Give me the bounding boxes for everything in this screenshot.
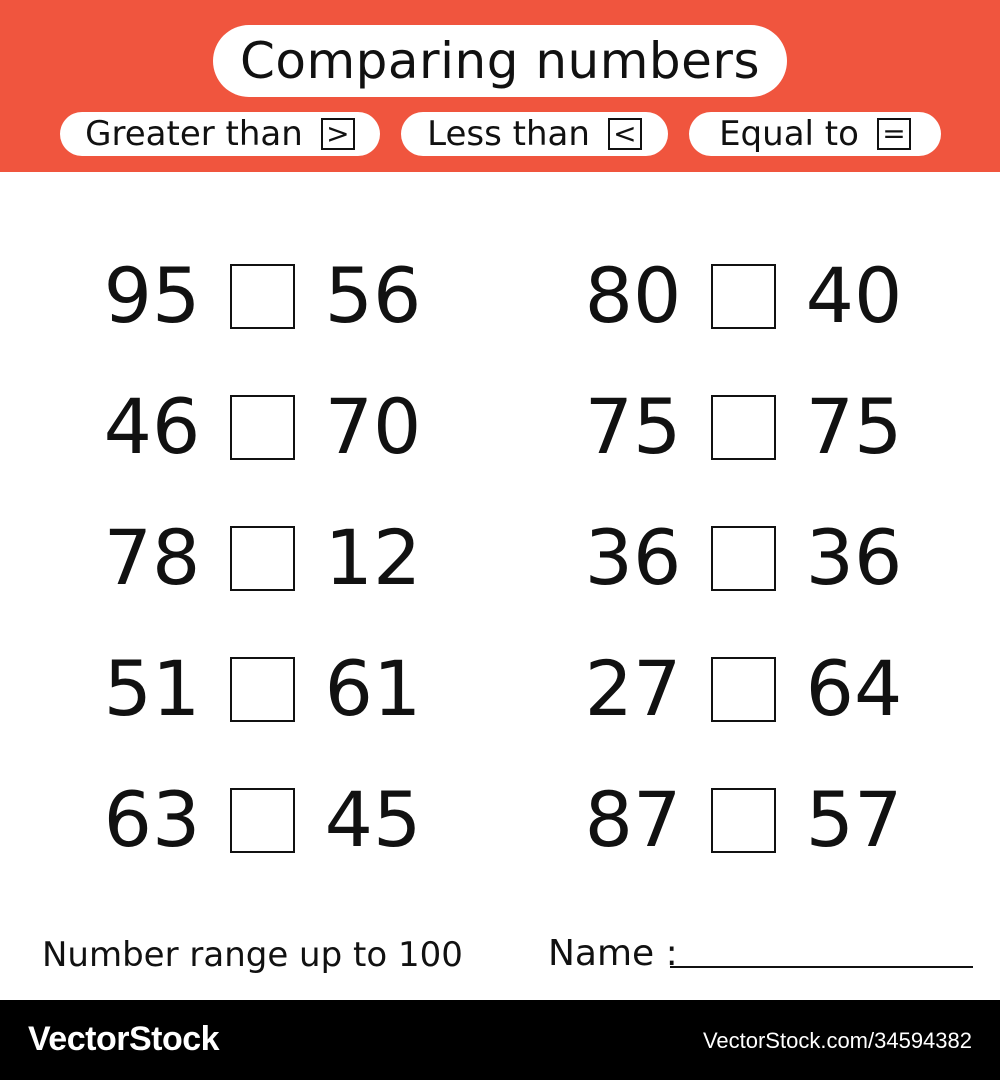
answer-box[interactable]	[230, 657, 295, 722]
problem-row	[97, 382, 428, 471]
problem-row	[578, 382, 909, 471]
right-number: 12	[324, 513, 422, 602]
header-banner	[0, 0, 1000, 172]
page-title	[213, 25, 787, 97]
right-number: 70	[324, 382, 422, 471]
legend-label: Less than	[427, 114, 590, 154]
less-than-symbol: <	[608, 118, 642, 150]
right-number: 40	[805, 251, 903, 340]
left-number: 63	[103, 775, 201, 864]
problem-row	[97, 644, 428, 733]
answer-box[interactable]	[711, 657, 776, 722]
right-number: 36	[805, 513, 903, 602]
right-number: 57	[805, 775, 903, 864]
right-number: 61	[324, 644, 422, 733]
problem-row	[578, 513, 909, 602]
problem-row	[578, 775, 909, 864]
right-number: 64	[805, 644, 903, 733]
image-id-text: VectorStock.com/34594382	[702, 1028, 972, 1053]
page-title-text: Comparing numbers	[239, 32, 761, 90]
right-number: 45	[324, 775, 422, 864]
answer-box[interactable]	[711, 395, 776, 460]
left-number: 95	[103, 251, 201, 340]
answer-box[interactable]	[230, 526, 295, 591]
legend-label: Greater than	[85, 114, 303, 154]
problem-row	[97, 251, 428, 340]
answer-box[interactable]	[711, 788, 776, 853]
answer-box[interactable]	[230, 264, 295, 329]
answer-box[interactable]	[711, 264, 776, 329]
left-number: 36	[584, 513, 682, 602]
legend-greater-than	[60, 112, 380, 156]
problem-row	[578, 644, 909, 733]
legend-equal-to	[689, 112, 941, 156]
vectorstock-logo: VectorStock	[28, 1020, 220, 1058]
greater-than-symbol: >	[321, 118, 355, 150]
answer-box[interactable]	[711, 526, 776, 591]
left-number: 46	[103, 382, 201, 471]
name-write-line[interactable]	[670, 966, 973, 968]
left-number: 75	[584, 382, 682, 471]
left-number: 78	[103, 513, 201, 602]
legend-less-than	[401, 112, 668, 156]
left-number: 27	[584, 644, 682, 733]
right-number: 56	[324, 251, 422, 340]
number-range-text: Number range up to 100	[42, 935, 463, 975]
problem-row	[578, 251, 909, 340]
watermark-bar	[0, 1000, 1000, 1080]
answer-box[interactable]	[230, 788, 295, 853]
left-number: 51	[103, 644, 201, 733]
problem-row	[97, 775, 428, 864]
legend-label: Equal to	[719, 114, 859, 154]
equal-to-symbol: =	[877, 118, 911, 150]
right-number: 75	[805, 382, 903, 471]
problem-row	[97, 513, 428, 602]
left-number: 80	[584, 251, 682, 340]
name-label: Name :	[548, 933, 678, 974]
answer-box[interactable]	[230, 395, 295, 460]
left-number: 87	[584, 775, 682, 864]
